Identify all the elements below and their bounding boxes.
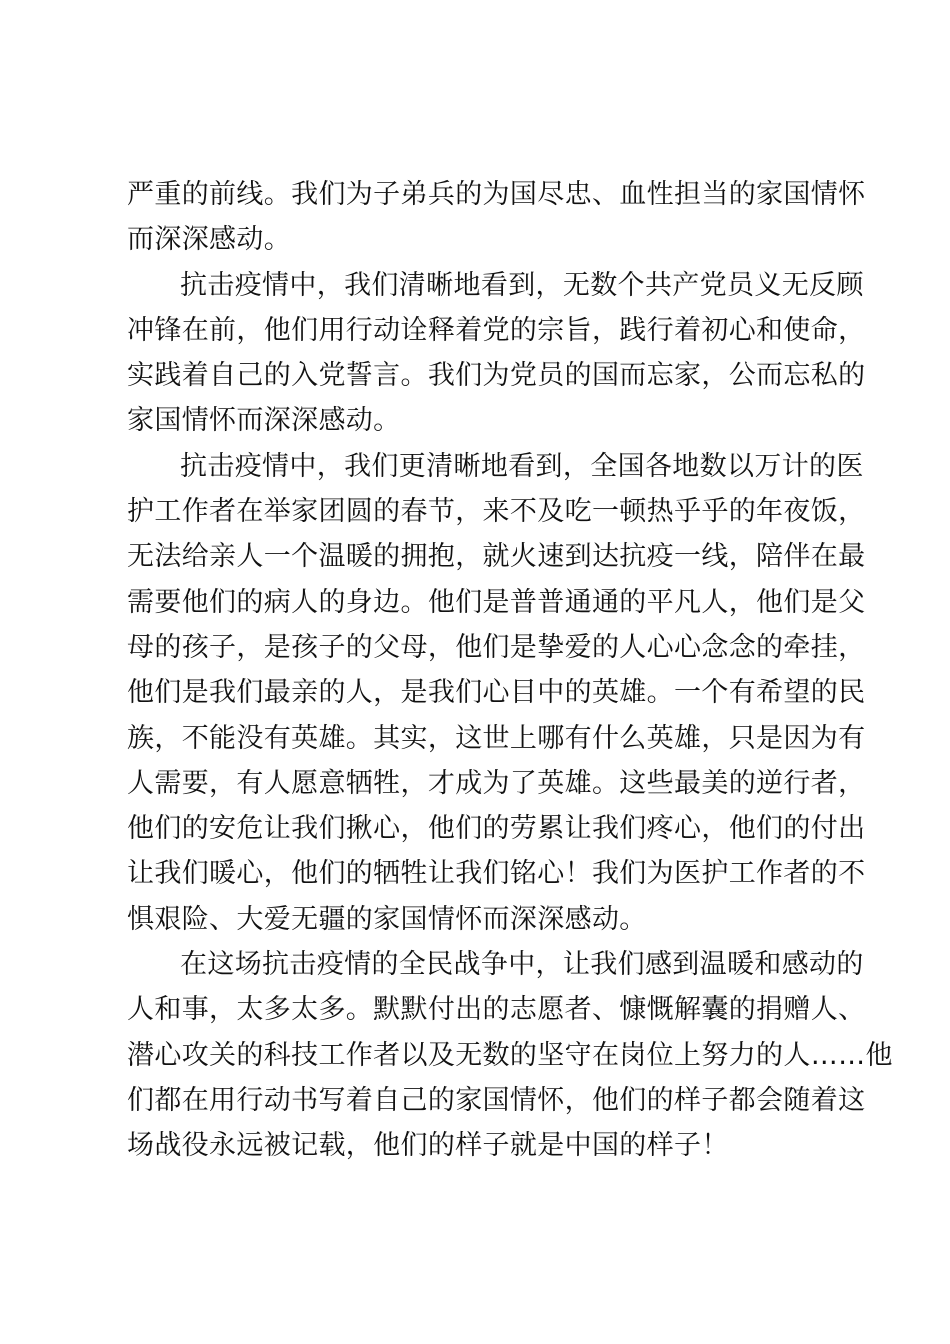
text-line: 他们的安危让我们揪心，他们的劳累让我们疼心，他们的付出 bbox=[127, 813, 866, 845]
text-line: 人和事，太多太多。默默付出的志愿者、慷慨解囊的捐赠人、 bbox=[127, 994, 866, 1026]
text-line: 冲锋在前，他们用行动诠释着党的宗旨，践行着初心和使命， bbox=[127, 314, 866, 346]
text-line: 潜心攻关的科技工作者以及无数的坚守在岗位上努力的人……他 bbox=[127, 1039, 893, 1071]
text-line: 护工作者在举家团圆的春节，来不及吃一顿热乎乎的年夜饭， bbox=[127, 496, 866, 528]
paragraph-start-line: 抗击疫情中，我们清晰地看到，无数个共产党员义无反顾 bbox=[180, 269, 864, 301]
text-line: 实践着自己的入党誓言。我们为党员的国而忘家，公而忘私的 bbox=[127, 360, 866, 392]
text-line: 们都在用行动书写着自己的家国情怀，他们的样子都会随着这 bbox=[127, 1084, 866, 1116]
text-line: 而深深感动。 bbox=[127, 224, 292, 256]
text-line: 族，不能没有英雄。其实，这世上哪有什么英雄，只是因为有 bbox=[127, 722, 866, 754]
text-line: 他们是我们最亲的人，是我们心目中的英雄。一个有希望的民 bbox=[127, 677, 866, 709]
text-line: 无法给亲人一个温暖的拥抱，就火速到达抗疫一线，陪伴在最 bbox=[127, 541, 866, 573]
text-line: 惧艰险、大爱无疆的家国情怀而深深感动。 bbox=[127, 903, 647, 935]
body-text bbox=[127, 172, 893, 1169]
text-line: 让我们暖心，他们的牺牲让我们铭心！我们为医护工作者的不 bbox=[127, 858, 866, 890]
text-line: 人需要，有人愿意牺牲，才成为了英雄。这些最美的逆行者， bbox=[127, 767, 866, 799]
text-line: 需要他们的病人的身边。他们是普普通通的平凡人，他们是父 bbox=[127, 586, 866, 618]
text-line: 场战役永远被记载，他们的样子就是中国的样子！ bbox=[127, 1130, 729, 1162]
paragraph-start-line: 抗击疫情中，我们更清晰地看到，全国各地数以万计的医 bbox=[180, 450, 864, 482]
text-line: 严重的前线。我们为子弟兵的为国尽忠、血性担当的家国情怀 bbox=[127, 179, 866, 210]
text-line: 家国情怀而深深感动。 bbox=[127, 405, 401, 437]
text-line: 母的孩子，是孩子的父母，他们是挚爱的人心心念念的牵挂， bbox=[127, 631, 866, 663]
paragraph-start-line: 在这场抗击疫情的全民战争中，让我们感到温暖和感动的 bbox=[180, 949, 864, 981]
